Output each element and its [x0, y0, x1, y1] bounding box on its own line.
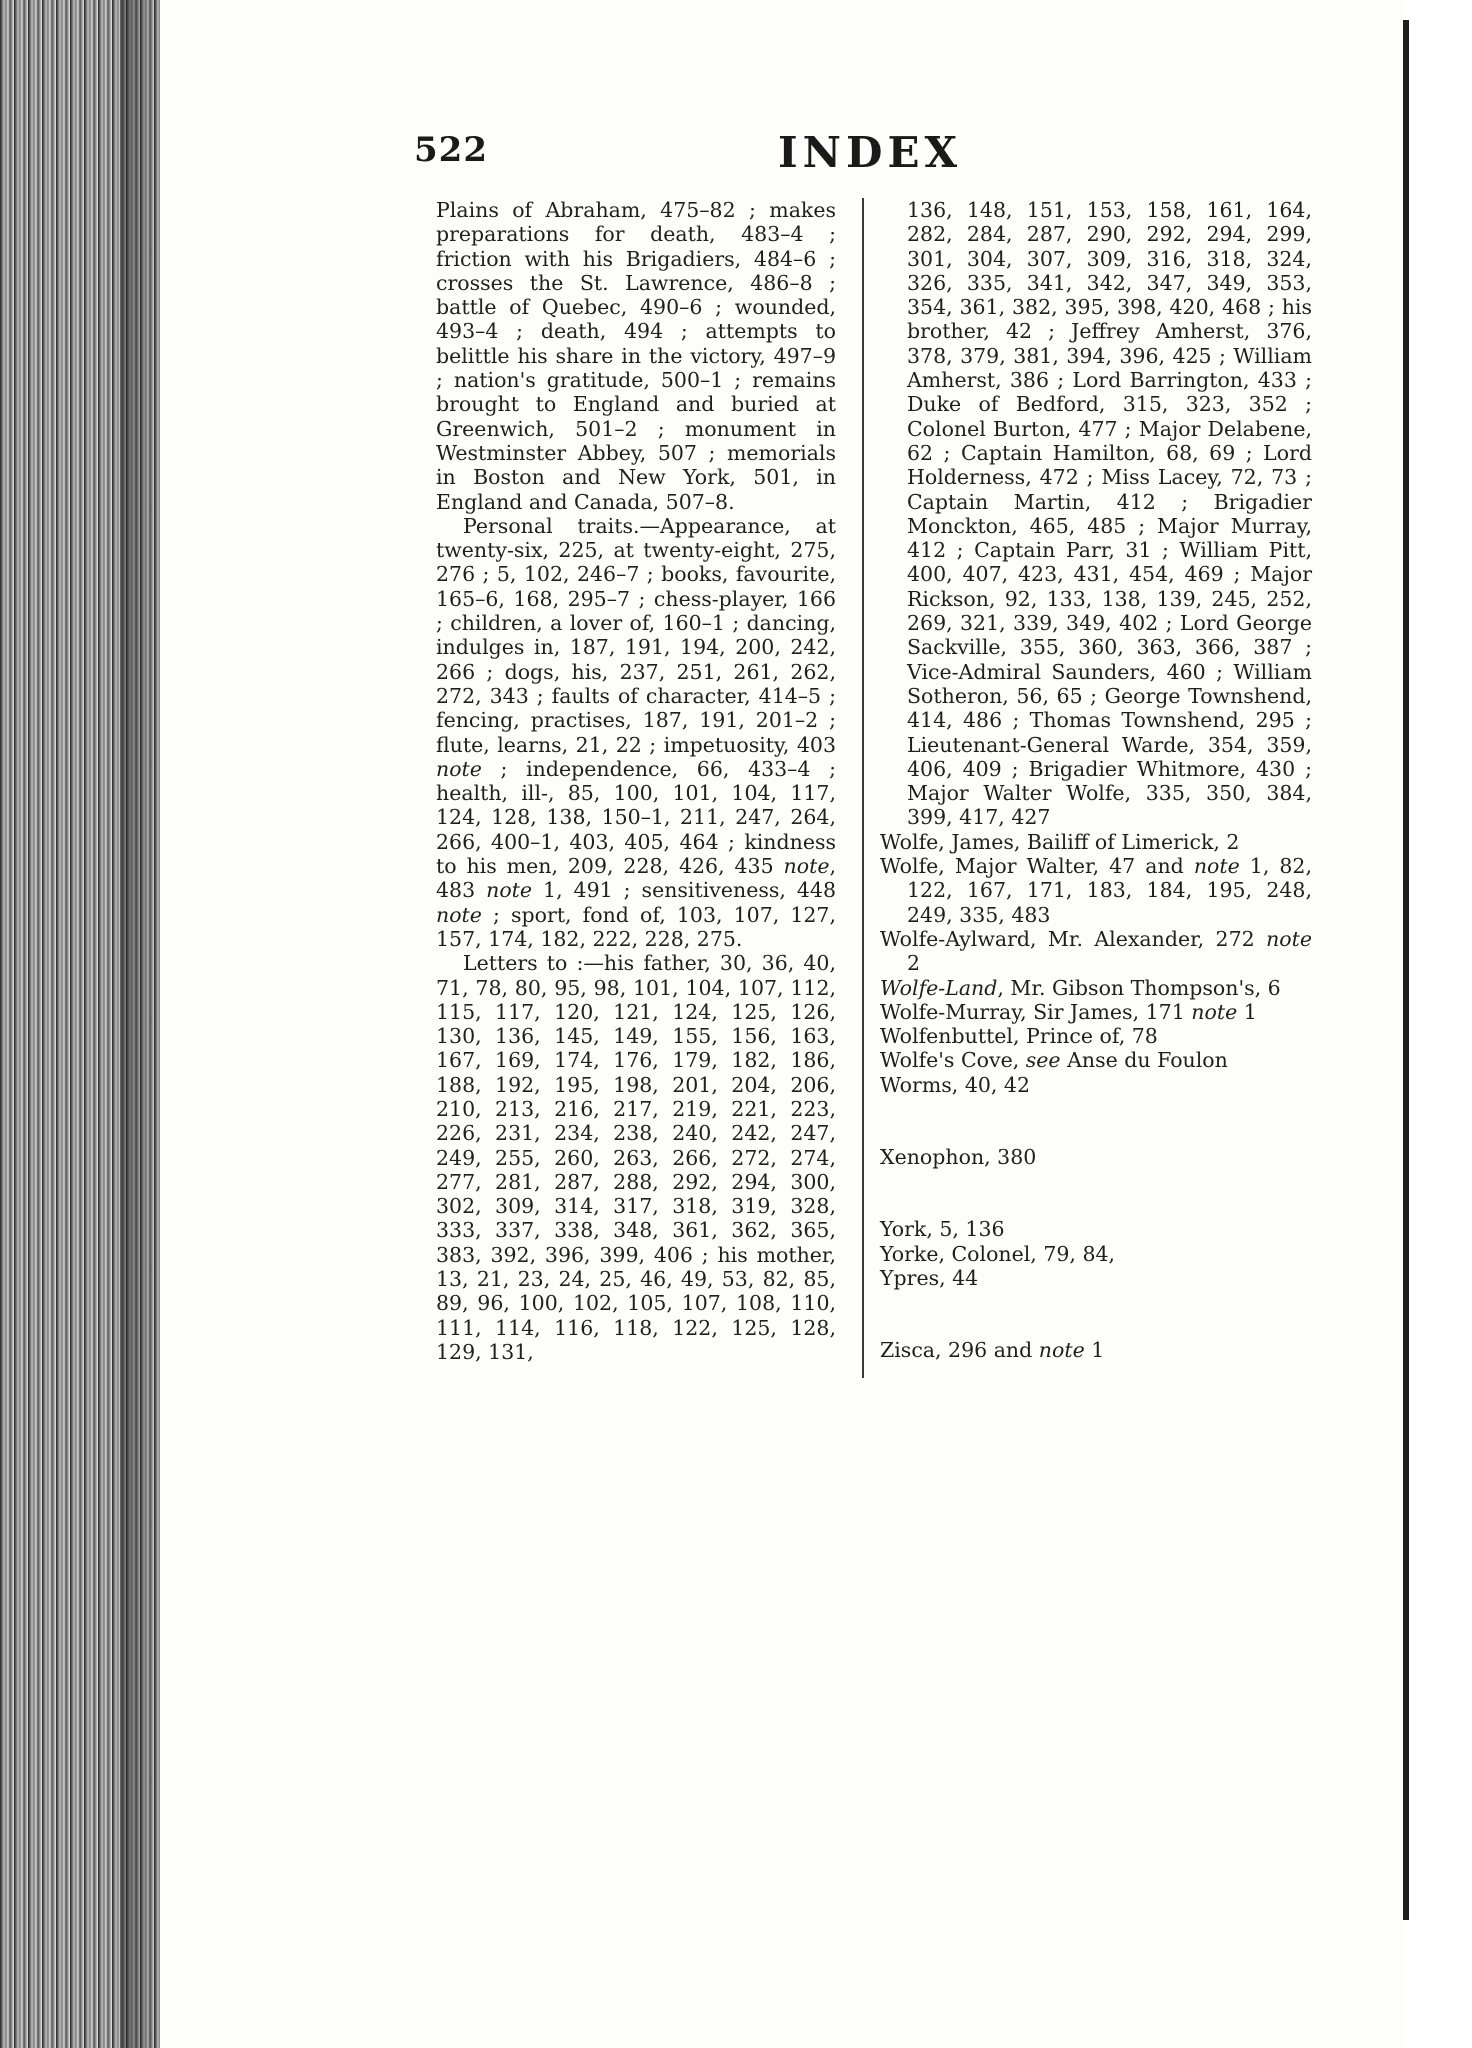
index-entry: Xenophon, 380	[880, 1144, 1037, 1169]
index-entry: Worms, 40, 42	[880, 1072, 1031, 1097]
page-number: 522	[414, 130, 488, 170]
section-gap	[880, 1290, 1312, 1338]
index-entry: Wolfenbuttel, Prince of, 78	[880, 1024, 1158, 1049]
section-gap	[880, 1097, 1312, 1145]
index-column-right	[880, 198, 1312, 1362]
index-entry: Zisca, 296 and note 1	[880, 1338, 1105, 1363]
index-entry: Yorke, Colonel, 79, 84,	[880, 1241, 1116, 1266]
scan-right-margin	[1409, 0, 1472, 2048]
index-paragraph-continued: 136, 148, 151, 153, 158, 161, 164, 282, 284, 287, 290, 292, 294, 299, 301, 304, 307, 309, 316, 318, 324, 326, 335, 341, 342, 347, 349, 353, 354, 361, 382, 395, 398, 420, 468 ; his brother, 42 ; Jeffrey Amherst, 376, 378, 379, 381, 394, 396, 425 ; William Amherst, 386 ; Lord Barrington, 433 ; Duke of Bedford, 315, 323, 352 ; Colonel Burton, 477 ; Major Delabene, 62 ; Captain Hamilton, 68, 69 ; Lord Holderness, 472 ; Miss Lacey, 72, 73 ; Captain Martin, 412 ; Brigadier Monckton, 465, 485 ; Major Murray, 412 ; Captain Parr, 31 ; William Pitt, 400, 407, 423, 431, 454, 469 ; Major Rickson, 92, 133, 138, 139, 245, 252, 269, 321, 339, 349, 402 ; Lord George Sackville, 355, 360, 363, 366, 387 ; Vice-Admiral Saunders, 460 ; William Sotheron, 56, 65 ; George Townshend, 414, 486 ; Thomas Townshend, 295 ; Lieutenant-General Warde, 354, 359, 406, 409 ; Brigadier Whitmore, 430 ; Major Walter Wolfe, 335, 350, 384, 399, 417, 427	[907, 198, 1312, 830]
index-entry: Wolfe's Cove, see Anse du Foulon	[880, 1048, 1228, 1073]
index-column-left	[436, 198, 836, 1364]
index-entry: Wolfe, James, Bailiff of Limerick, 2	[880, 829, 1240, 854]
page-header: INDEX	[778, 128, 963, 177]
index-entry: Ypres, 44	[880, 1265, 979, 1290]
column-divider	[862, 198, 864, 1378]
index-paragraph-personal-traits: Personal traits.—Appearance, at twenty-six, 225, at twenty-eight, 275, 276 ; 5, 102, 246–7 ; books, favourite, 165–6, 168, 295–7 ; chess-player, 166 ; children, a lover of, 160–1 ; dancing, indulges in, 187, 191, 194, 200, 242, 266 ; dogs, his, 237, 251, 261, 262, 272, 343 ; faults of character, 414–5 ; fencing, practises, 187, 191, 201–2 ; flute, learns, 21, 22 ; impetuosity, 403 note ; independence, 66, 433–4 ; health, ill-, 85, 100, 101, 104, 117, 124, 128, 138, 150–1, 211, 247, 264, 266, 400–1, 403, 405, 464 ; kindness to his men, 209, 228, 426, 435 note, 483 note 1, 491 ; sensitiveness, 448 note ; sport, fond of, 103, 107, 127, 157, 174, 182, 222, 228, 275.	[436, 513, 836, 951]
index-entry: Wolfe-Aylward, Mr. Alexander, 272 note 2	[880, 926, 1312, 976]
index-paragraph-letters: Letters to :—his father, 30, 36, 40, 71, 78, 80, 95, 98, 101, 104, 107, 112, 115, 117, 120, 121, 124, 125, 126, 130, 136, 145, 149, 155, 156, 163, 167, 169, 174, 176, 179, 182, 186, 188, 192, 195, 198, 201, 204, 206, 210, 213, 216, 217, 219, 221, 223, 226, 231, 234, 238, 240, 242, 247, 249, 255, 260, 263, 266, 272, 274, 277, 281, 287, 288, 292, 294, 300, 302, 309, 314, 317, 318, 319, 328, 333, 337, 338, 348, 361, 362, 365, 383, 392, 396, 399, 406 ; his mother, 13, 21, 23, 24, 25, 46, 49, 53, 82, 85, 89, 96, 100, 102, 105, 107, 108, 110, 111, 114, 116, 118, 122, 125, 128, 129, 131,	[436, 951, 836, 1364]
index-entry: Wolfe-Murray, Sir James, 171 note 1	[880, 999, 1257, 1024]
section-gap	[880, 1169, 1312, 1217]
index-entry: Wolfe-Land, Mr. Gibson Thompson's, 6	[880, 975, 1281, 1000]
book-gutter-shadow	[120, 0, 160, 2048]
index-paragraph: Plains of Abraham, 475–82 ; makes preparations for death, 483–4 ; friction with his Brigadiers, 484–6 ; crosses the St. Lawrence, 486–8 ; battle of Quebec, 490–6 ; wounded, 493–4 ; death, 494 ; attempts to belittle his share in the victory, 497–9 ; nation's gratitude, 500–1 ; remains brought to England and buried at Greenwich, 501–2 ; monument in Westminster Abbey, 507 ; memorials in Boston and New York, 501, in England and Canada, 507–8.	[436, 198, 836, 514]
index-entry: York, 5, 136	[880, 1217, 1005, 1242]
index-entry: Wolfe, Major Walter, 47 and note 1, 82, 122, 167, 171, 183, 184, 195, 248, 249, 335, 483	[880, 854, 1312, 927]
